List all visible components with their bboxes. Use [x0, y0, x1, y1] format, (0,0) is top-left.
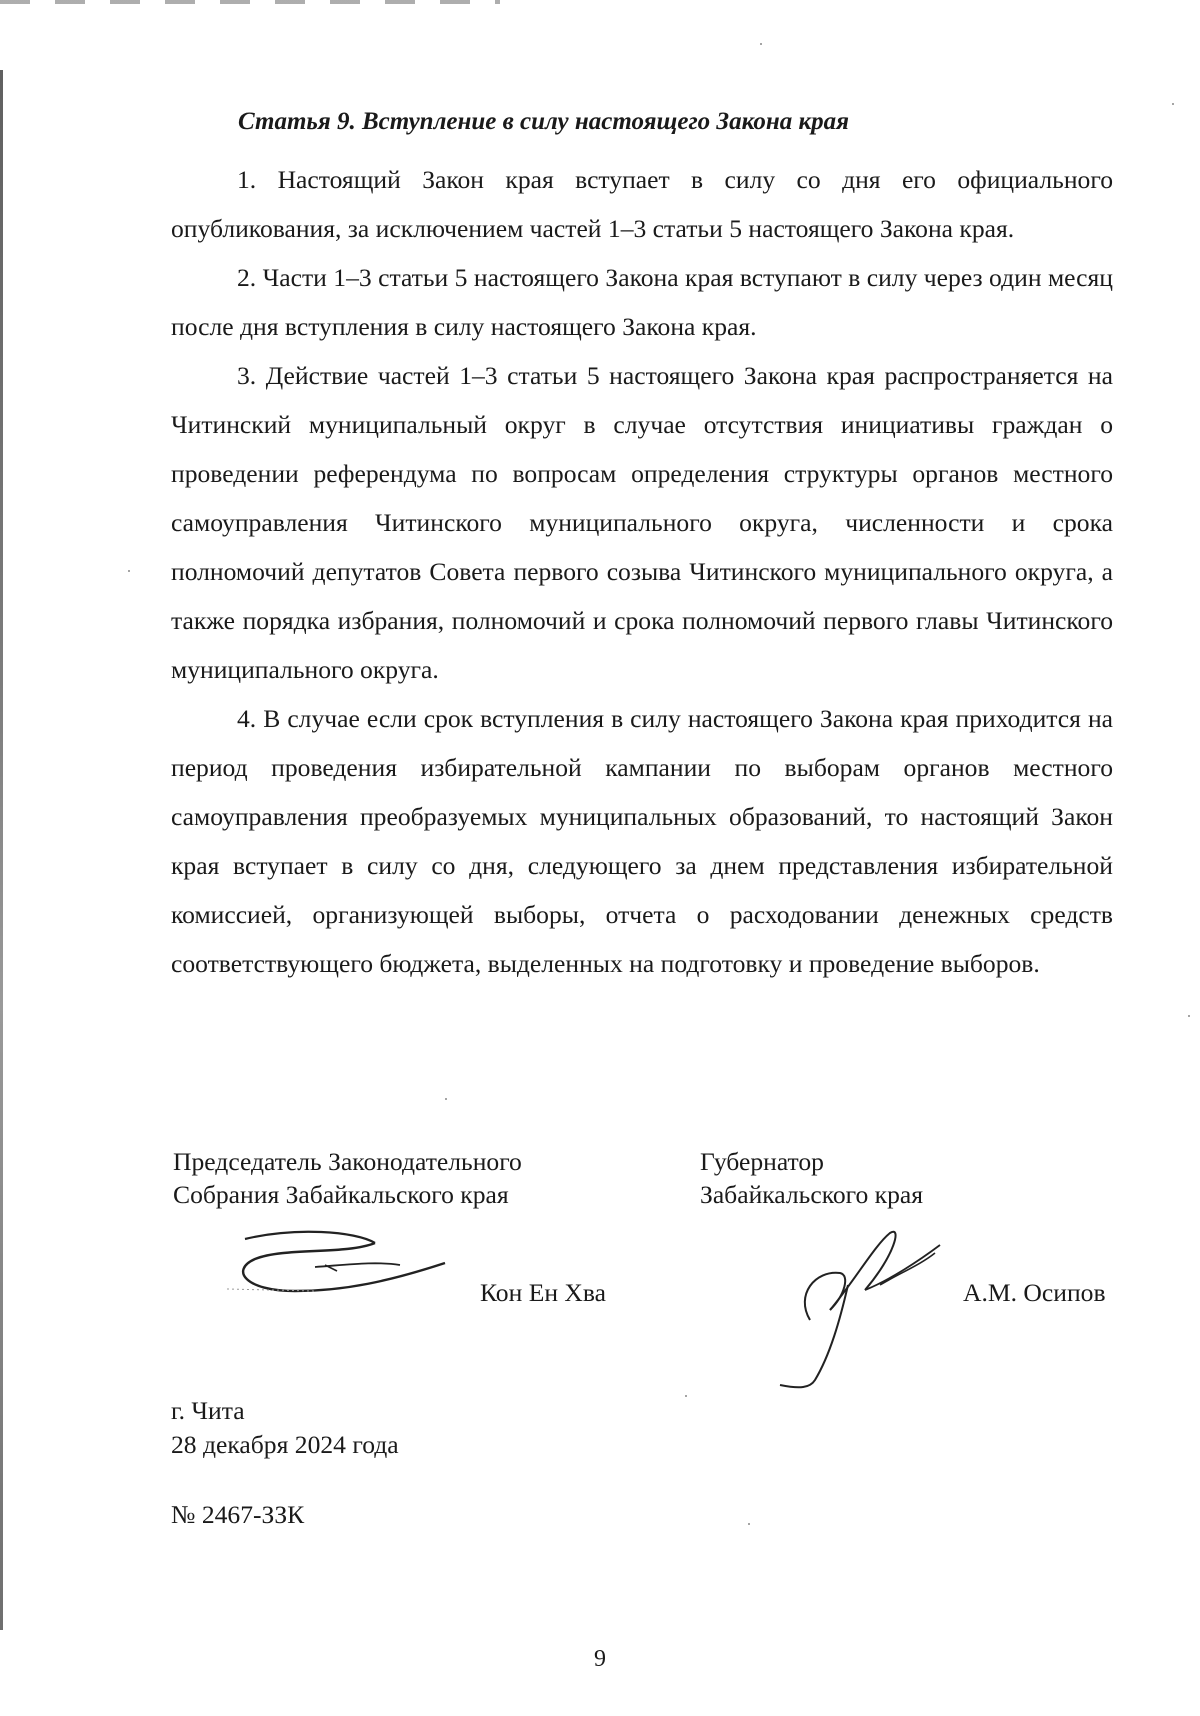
left-signatory-title — [173, 1145, 522, 1211]
law-number: № 2467-ЗЗК — [171, 1500, 305, 1529]
left-title-line-1: Председатель Законодательного — [173, 1147, 522, 1176]
paragraph-3: 3. Действие частей 1–3 статьи 5 настоящего Закона края распространяется на Читинский муниципальный округ в случае отсутствия инициативы граждан о проведении референдума по вопросам определения структуры органов местного самоуправления Читинского муниципального округа, численности и срока полномочий депутатов Совета первого созыва Читинского муниципального округа, а также порядка избрания, полномочий и срока полномочий первого главы Читинского муниципального округа. — [171, 361, 1113, 684]
scan-speck — [1172, 103, 1174, 105]
scan-speck — [445, 1098, 447, 1100]
right-signatory-name: А.М. Осипов — [963, 1278, 1106, 1307]
right-signatory-title — [700, 1145, 923, 1211]
paragraph-1: 1. Настоящий Закон края вступает в силу со дня его официального опубликования, за исключением частей 1–3 статьи 5 настоящего Закона края. — [171, 165, 1113, 243]
article-body — [171, 155, 1113, 988]
page-number: 9 — [594, 1646, 606, 1672]
scan-speck — [128, 570, 130, 572]
article-heading: Статья 9. Вступление в силу настоящего Закона края — [238, 108, 850, 135]
left-signatory-name: Кон Ен Хва — [480, 1278, 607, 1307]
scan-speck — [760, 43, 762, 45]
paragraph-4: 4. В случае если срок вступления в силу настоящего Закона края приходится на период проведения избирательной кампании по выборам органов местного самоуправления преобразуемых муниципальных образований, то настоящий Закон края вступает в силу со дня, следующего за днем представления избирательной комиссией, организующей выборы, отчета о расходовании денежных средств соответствующего бюджета, выделенных на подготовку и проведение выборов. — [171, 704, 1113, 978]
right-handwritten-signature — [770, 1225, 960, 1400]
paragraph-2: 2. Части 1–3 статьи 5 настоящего Закона края вступают в силу через один месяц после дня вступления в силу настоящего Закона края. — [171, 263, 1113, 341]
scan-speck — [748, 1523, 750, 1525]
right-title-line-1: Губернатор — [700, 1147, 824, 1176]
place-of-signing: г. Чита — [171, 1396, 245, 1425]
left-title-line-2: Собрания Забайкальского края — [173, 1180, 509, 1209]
right-title-line-2: Забайкальского края — [700, 1180, 924, 1209]
scan-speck — [1188, 1015, 1190, 1017]
signing-date: 28 декабря 2024 года — [171, 1430, 399, 1459]
scan-speck — [685, 1395, 687, 1397]
scan-top-artifact — [0, 0, 500, 4]
left-handwritten-signature — [225, 1225, 465, 1305]
scan-edge-artifact — [0, 70, 3, 1630]
